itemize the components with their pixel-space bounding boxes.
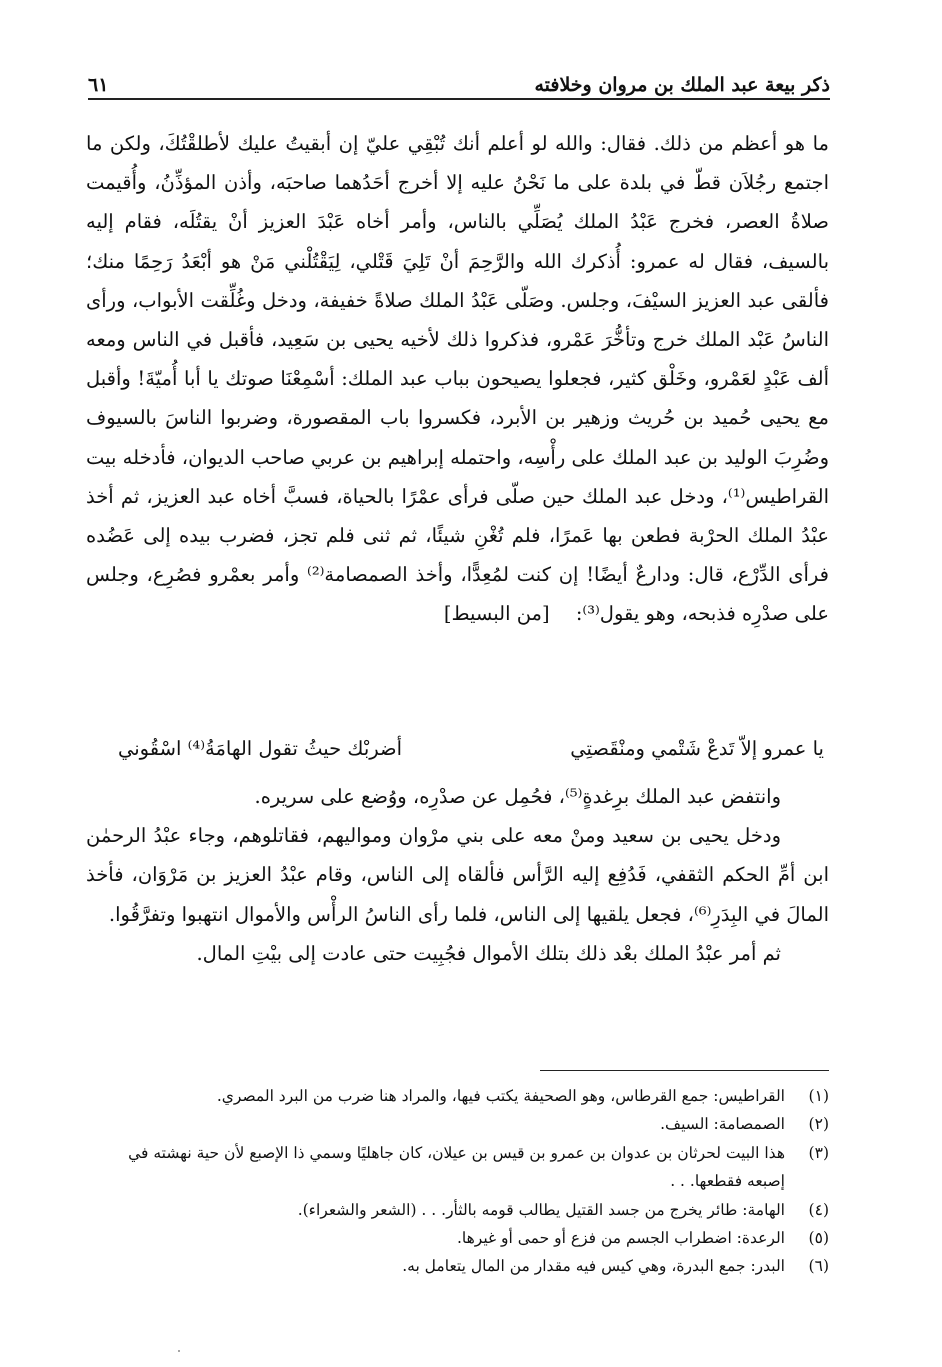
footnote-number: (٢)	[808, 1115, 829, 1134]
verse-first-hemistich: يا عمرو إلاّ تَدعْ شَتْمي ومنْقَصتِي	[570, 736, 824, 760]
footnote	[86, 1224, 829, 1252]
footnote-text: هذا البيت لحرثان بن عدوان بن عمرو بن قيس بن عيلان، كان جاهليًا وسمي ذا الإصبع لأن حية نهشته في إصبعه فقطعها. . .	[128, 1143, 785, 1191]
verse-line	[118, 728, 824, 768]
footnote	[86, 1082, 829, 1110]
footnote-text: القراطيس: جمع القرطاس، وهو الصحيفة يكتب فيها، والمراد هنا ضرب من البرد المصري.	[216, 1087, 785, 1105]
footnotes	[86, 1082, 829, 1281]
print-speck	[178, 1350, 180, 1352]
footnote-number: (٦)	[808, 1257, 829, 1276]
paragraph-4: ثم أمر عبْدُ الملك بعْد ذلك بتلك الأموال فجُبِيت حتى عادت إلى بيْتِ المال.	[196, 941, 781, 965]
main-text	[86, 124, 829, 634]
header-rule	[88, 98, 830, 100]
main-text-continued	[86, 777, 829, 973]
footnote-separator	[540, 1070, 829, 1071]
footnote	[86, 1196, 829, 1224]
footnote-text: الرعدة: اضطراب الجسم من فزع أو حمى أو غيرها.	[456, 1229, 785, 1248]
footnote-text: الصمصامة: السيف.	[660, 1115, 785, 1134]
footnote-text: البدر: جمع البدرة، وهي كيس فيه مقدار من المال يتعامل به.	[402, 1257, 785, 1276]
footnote-number: (٥)	[808, 1229, 829, 1248]
page-number: ٦١	[88, 74, 109, 96]
meter-label: [من البسيط]	[443, 602, 550, 626]
paragraph-3: ودخل يحيى بن سعيد ومنْ معه على بني مرْوان ومواليهم، فقاتلوهم، وجاء عبْدُ الرحمٰن ابن أمِّ الحكم الثقفي، فَدُفِع إليه الرَّأس فألقاه إلى الناس، وقام عبْدُ العزيز بن مَرْوَان، فأخذ المالَ في البِدَرِ⁽⁶⁾، فجعل يلقيها إلى الناس، فلما رأى الناسُ الرأْس والأموال انتهبوا وتفرَّقُوا.	[86, 824, 829, 926]
running-title: ذكر بيعة عبد الملك بن مروان وخلافته	[534, 74, 830, 96]
paragraph-1-text: ما هو أعظم من ذلك. فقال: والله لو أعلم أنك تُبْقِي عليّ إن أبقيتُ عليك لأطلقْتُكَ، ولكن ما اجتمع رجُلاَن قطّ في بلدة على ما نَحْنُ عليه إلا أخرج أحَدُهما صاحبَه، وأذن المؤذِّنُ، وأُقيمت صلاةُ العصر، فخرج عَبْدُ الملك يُصَلِّي بالناس، وأمر أخاه عَبْدَ العزيز أنْ يقتُلَه، فقام إليه بالسيف، فقال له عمرو: أُذكرك الله والرَّحِمَ أنْ تَلِيَ قَتْلي، لِيَقْتُلْني مَنْ هو أبْعَدُ رَحِمًا منك؛ فألقى عبد العزيز السيْفَ، وجلس. وصَلّى عَبْدُ الملك صلاةً خفيفة، ودخل وغُلِّقت الأبواب، ورأى الناسُ عَبْد الملك خرج وتأخُّرَ عَمْرو، فذكروا ذلك لأخيه يحيى بن سَعِيد، فأقبل في الناس ومعه ألف عَبْدٍ لعَمْرو، وخَلْق كثير، فجعلوا يصيحون بباب عبد الملك: أسْمِعْنَا صوتك يا أبا أُميّةَ! وأقبل مع يحيى حُميد بن حُريث وزهير بن الأبرد، فكسروا باب المقصورة، وضربوا الناسَ بالسيوف وضُرِبَ الوليد بن عبد الملك على رأْسِه، واحتمله إبراهيم بن عربي صاحب الديوان، فأدخله بيت القراطيس⁽¹⁾، ودخل عبد الملك حين صلّى فرأى عمْرًا بالحياة، فسبَّ أخاه عبد العزيز، ثم أخذ عبْدُ الملك الحرْبة فطعن بها عَمرًا، فلم تُغْنِ شيئًا، ثم ثنى فلم تجز، فضرب بيده إلى عَضُده فرأى الدِّرْع، قال: ودارعٌ أيضًا! إن كنت لمُعِدًّا، وأخذ الصمصامة⁽²⁾ وأمر بعمْرو فصُرِع، وجلس على صدْرِه فذبحه، وهو يقول⁽³⁾:	[86, 132, 829, 626]
paragraph-1	[86, 124, 829, 634]
footnote-text: الهامة: طائر يخرج من جسد القتيل يطالب قومه بالثأر. . . (الشعر والشعراء).	[297, 1200, 785, 1219]
footnote-number: (٣)	[808, 1143, 829, 1162]
footnote	[86, 1139, 829, 1196]
footnote-number: (٤)	[808, 1200, 829, 1219]
footnote-number: (١)	[808, 1087, 829, 1105]
page-header	[88, 62, 830, 96]
footnote	[86, 1252, 829, 1280]
verse-second-hemistich: أضربْك حيثُ تقول الهامَةُ⁽⁴⁾ اسْقُوني	[118, 736, 402, 760]
paragraph-2: وانتفض عبد الملك برِغدةٍ⁽⁵⁾، فحُمِل عن صدْرِه، ووُضع على سريره.	[254, 785, 781, 808]
footnote	[86, 1110, 829, 1138]
